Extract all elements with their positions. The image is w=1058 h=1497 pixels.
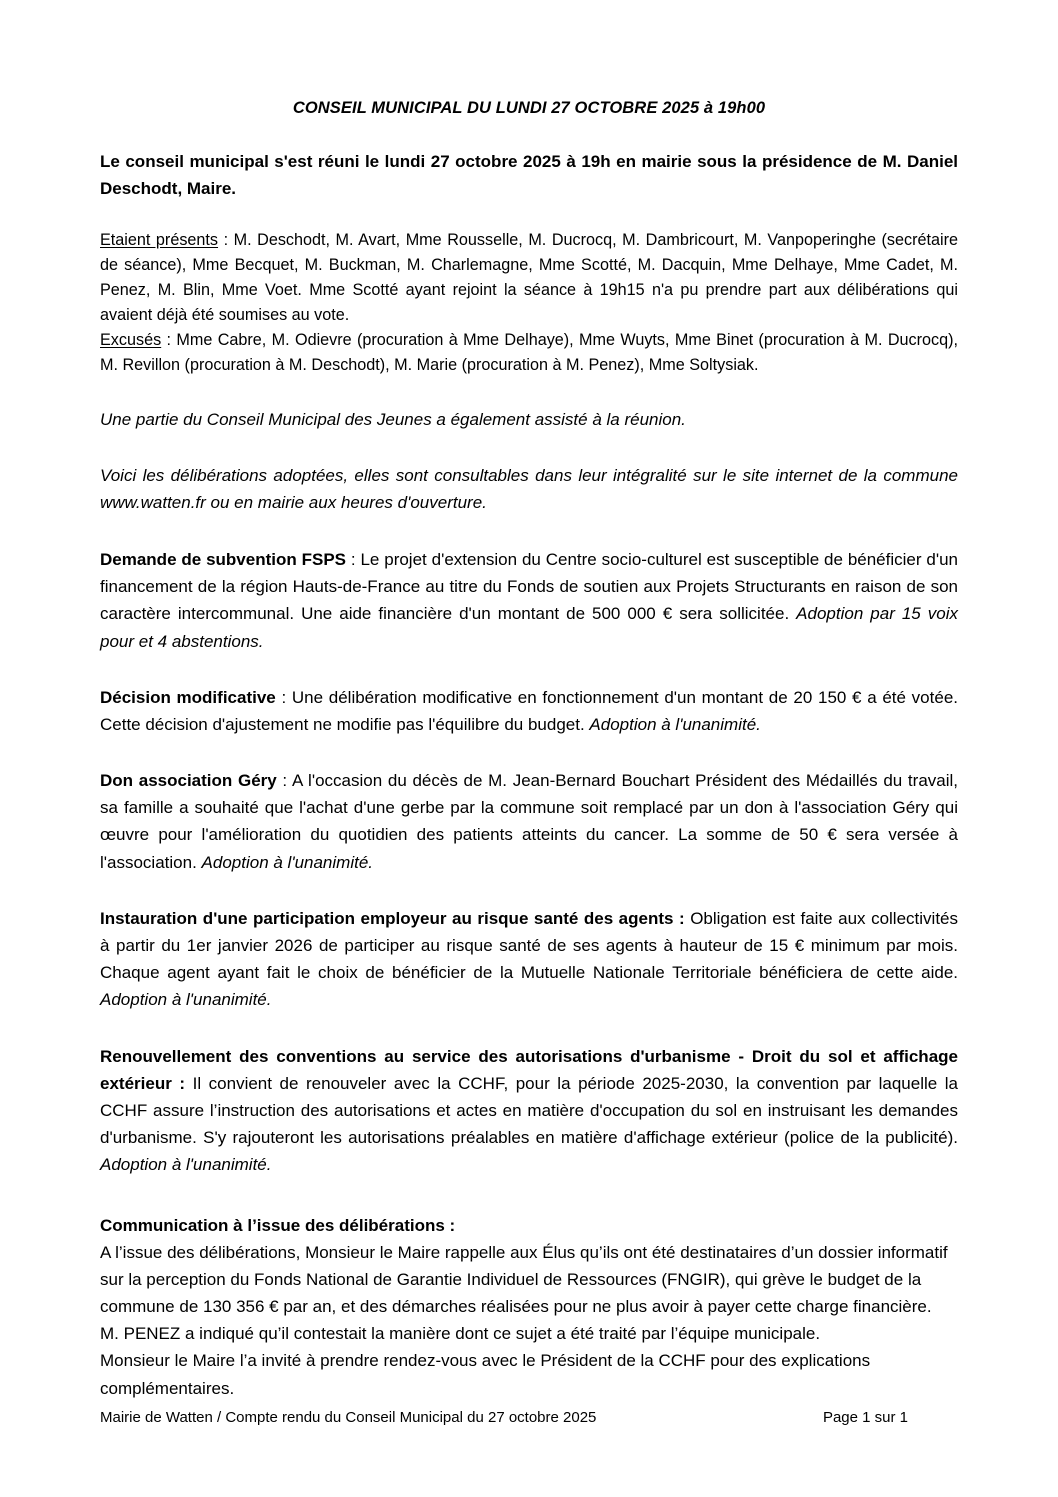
- deliberation-adoption: Adoption à l'unanimité.: [589, 714, 761, 734]
- attendees-excused-separator: :: [161, 331, 177, 350]
- deliberation-adoption: Adoption à l'unanimité.: [100, 1155, 272, 1175]
- deliberation-lead: Don association Géry: [100, 771, 277, 791]
- deliberation-item: [100, 517, 958, 655]
- deliberation-body: Le projet d'extension du Centre socio-culturel est susceptible de bénéficier d'un financement de la région Hauts-de-France au titre du Fonds de soutien aux Projets Structurants en raison de son caractère intercommunal. Une aide financière d'un montant de 500 000 € sera sollicitée.: [100, 549, 959, 624]
- deliberation-adoption: Adoption à l'unanimité.: [201, 852, 374, 872]
- communication-heading: Communication à l’issue des délibérations :: [100, 1215, 456, 1235]
- page-title: CONSEIL MUNICIPAL DU LUNDI 27 OCTOBRE 2025 à 19h00: [292, 99, 766, 117]
- attendees-present-label: Etaient présents: [100, 230, 219, 249]
- deliberation-lead: Décision modificative: [100, 687, 276, 707]
- deliberation-body: A l'occasion du décès de M. Jean-Bernard Bouchart Président des Médaillés du travail, sa famille a souhaité que l'achat d'une gerbe par la commune soit remplacé par un don à l'association Géry qui œuvre pour l'amélioration du quotidien des patients atteints du cancer. La somme de 50 € sera versée à l'association.: [100, 771, 959, 872]
- deliberation-item: [100, 738, 958, 876]
- deliberation-body: Obligation est faite aux collectivités à partir du 1er janvier 2026 de participer au risque santé de ses agents à hauteur de 15 € minimum par mois. Chaque agent ayant fait le choix de bénéficier de la Mutuelle Nationale Territoriale bénéficiera de cette aide.: [100, 908, 958, 983]
- communication-paragraph: Monsieur le Maire l’a invité à prendre rendez-vous avec le Président de la CCHF pour des explications complémentaires.: [100, 1351, 871, 1398]
- footer-page-number: Page 1 sur 1: [822, 1409, 908, 1426]
- deliberation-separator: :: [346, 549, 361, 569]
- deliberation-item: [100, 1014, 958, 1179]
- deliberation-adoption: Adoption à l'unanimité.: [100, 990, 272, 1010]
- page-footer: [100, 1409, 958, 1426]
- attendees-block: [100, 203, 958, 379]
- attendees-present-separator: :: [218, 230, 234, 249]
- note-cmj: Une partie du Conseil Municipal des Jeunes a également assisté à la réunion.: [100, 410, 686, 430]
- communication-paragraph: M. PENEZ a indiqué qu’il contestait la manière dont ce sujet a été traité par l’équipe municipale.: [100, 1324, 821, 1344]
- deliberation-separator: :: [275, 687, 292, 707]
- communication-block: [100, 1179, 958, 1402]
- deliberation-lead: Demande de subvention FSPS: [100, 549, 347, 569]
- intro-paragraph: Le conseil municipal s'est réuni le lundi 27 octobre 2025 à 19h en mairie sous la présidence de M. Daniel Deschodt, Maire.: [100, 152, 958, 198]
- communication-paragraph: A l’issue des délibérations, Monsieur le Maire rappelle aux Élus qu’ils ont été destinataires d’un dossier informatif sur la perception du Fonds National de Garantie Individuel de Ressources (FNGIR), qui grève le budget de la commune de 130 356 € par an, et des démarches réalisées pour ne plus avoir à payer cette charge financière.: [100, 1242, 948, 1317]
- deliberation-item: [100, 655, 958, 738]
- attendees-present-line: [100, 228, 958, 328]
- note-consultation: Voici les délibérations adoptées, elles sont consultables dans leur intégralité sur le site internet de la commune www.watten.fr ou en mairie aux heures d'ouverture.: [100, 466, 958, 513]
- attendees-excused-line: [100, 328, 958, 378]
- footer-source: Mairie de Watten / Compte rendu du Conseil Municipal du 27 octobre 2025: [100, 1409, 597, 1426]
- attendees-present-text: M. Deschodt, M. Avart, Mme Rousselle, M. Ducrocq, M. Dambricourt, M. Vanpoperinghe (secrétaire de séance), Mme Becquet, M. Buckman, M. Charlemagne, Mme Scotté, M. Dacquin, Mme Delhaye, Mme Cadet, M. Penez, M. Blin, Mme Voet. Mme Scotté ayant rejoint la séance à 19h15 n'a pu prendre part aux délibérations qui avaient déjà été soumises au vote.: [100, 230, 958, 325]
- attendees-excused-label: Excusés: [100, 331, 162, 350]
- attendees-excused-text: Mme Cabre, M. Odievre (procuration à Mme Delhaye), Mme Wuyts, Mme Binet (procuration à M. Ducrocq), M. Revillon (procuration à M. Deschodt), M. Marie (procuration à M. Penez), Mme Soltysiak.: [100, 331, 958, 375]
- deliberation-body: Une délibération modificative en fonctionnement d'un montant de 20 150 € a été votée. Cette décision d'ajustement ne modifie pas l'équilibre du budget.: [100, 687, 958, 734]
- deliberation-separator: :: [276, 771, 292, 791]
- deliberation-adoption: Adoption par 15 voix pour et 4 abstentions.: [100, 604, 958, 651]
- deliberation-item: [100, 876, 958, 1014]
- deliberation-lead: Instauration d'une participation employeur au risque santé des agents :: [100, 908, 685, 928]
- deliberation-separator: [185, 1074, 193, 1093]
- deliberation-body: Il convient de renouveler avec la CCHF, pour la période 2025-2030, la convention par laquelle la CCHF assure l’instruction des autorisations et actes en matière d'occupation du sol en instruisant les demandes d'urbanisme. S'y rajouteront les autorisations préalables en matière d'affichage extérieur (police de la publicité).: [100, 1073, 959, 1148]
- document-body: [100, 0, 958, 1402]
- deliberation-lead: Renouvellement des conventions au service des autorisations d'urbanisme - Droit du sol et affichage extérieur :: [100, 1046, 958, 1093]
